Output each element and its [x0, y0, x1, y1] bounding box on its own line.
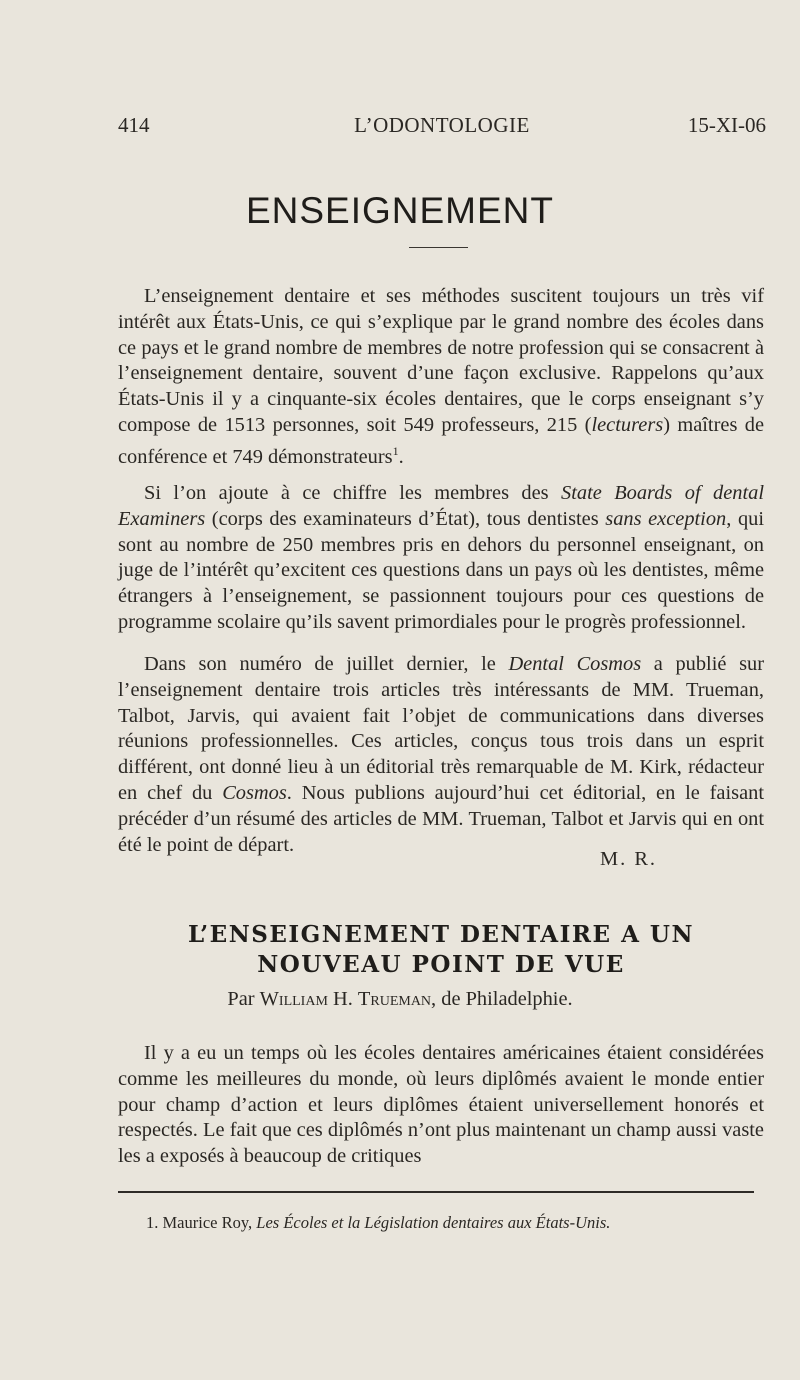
title-rule: [409, 247, 468, 248]
byline: [0, 988, 800, 1011]
text: (corps des examinateurs d’État), tous dentistes: [205, 507, 606, 530]
intro-paragraph-2: [118, 481, 764, 636]
italic-term: Cosmos: [222, 781, 287, 804]
text: Dans son numéro de juillet dernier, le: [144, 653, 509, 675]
intro-paragraph-1: [118, 284, 764, 470]
section-title: ENSEIGNEMENT: [245, 190, 555, 231]
text: .: [398, 445, 404, 468]
running-head: [118, 113, 766, 145]
text: L’enseignement dentaire et ses méthodes suscitent toujours un très vif intérêt aux États-Unis, ce qui s’explique par le grand nombre des écoles dans ce pays et le grand nombre de membres de notre profession qui se consacrent à l’enseignement dentaire, souvent d’une façon exclusive. Rappelons qu’aux États-Unis il y a cinquante-six écoles dentaires, que le corps enseignant s’y compose de 1513 personnes, soit 549 professeurs, 215 (: [118, 285, 764, 436]
author-first-name: William: [259, 988, 328, 1010]
footnote-rule: [118, 1191, 754, 1193]
byline-prefix: Par: [227, 988, 260, 1010]
intro-paragraph-3: [118, 652, 764, 858]
text: ) maîtres de conférence et 749 démonstrateurs: [118, 413, 764, 468]
text: Si l’on ajoute à ce chiffre les membres des: [144, 482, 562, 504]
issue-date: 15-XI-06: [687, 113, 766, 137]
italic-term: sans exception: [605, 507, 727, 530]
article-paragraph-1: Il y a eu un temps où les écoles dentaires américaines étaient considérées comme les meilleures du monde, où leurs diplômés avaient le monde entier pour champ d’action et leurs diplômes étaient universellement honorés et respectés. Le fait que ces diplômés n’ont plus maintenant un champ aussi vaste les a exposés à beaucoup de critiques: [118, 1042, 764, 1168]
text: . Nous publions aujourd’hui cet éditorial, en le faisant précéder d’un résumé des articles de MM. Trueman, Talbot et Jarvis qui en ont été le point de départ.: [118, 781, 764, 856]
footnote: [146, 1213, 766, 1233]
page-number: 414: [118, 113, 150, 137]
article-title: L’ENSEIGNEMENT DENTAIRE A UN NOUVEAU POINT DE VUE: [188, 921, 694, 978]
italic-term: lecturers: [591, 413, 664, 436]
footnote-marker[interactable]: 1: [392, 443, 399, 458]
byline-suffix: , de Philadelphie.: [431, 988, 573, 1010]
journal-title: L’ODONTOLOGIE: [354, 113, 530, 137]
italic-term: Dental Cosmos: [508, 653, 642, 675]
footnote-author: Maurice Roy,: [158, 1213, 257, 1232]
footnote-title: Les Écoles et la Législation dentaires aux États-Unis.: [256, 1213, 611, 1232]
author-last-name: Trueman: [357, 988, 432, 1010]
footnote-number: 1.: [146, 1213, 159, 1232]
author-initial: H.: [327, 988, 358, 1010]
text: a publié sur l’enseignement dentaire trois articles très intéressants de MM. Trueman, Talbot, Jarvis, qui avaient fait l’objet de communications dans diverses réunions professionnelles. Ces articles, conçus tous trois dans un esprit différent, ont donné lieu à un éditorial très remarquable de M. Kirk, rédacteur en chef du: [118, 653, 764, 804]
italic-term: State Boards of dental Examiners: [118, 482, 765, 530]
text: , qui sont au nombre de 250 membres pris en dehors du personnel enseignant, on juge de l’intérêt qu’excitent ces questions dans un pays où les dentistes, même étrangers à l’enseignement, se passionnent toujours pour ces questions de programme scolaire qu’ils savent primordiales pour le progrès professionnel.: [118, 507, 764, 633]
signature: M. R.: [600, 848, 658, 870]
